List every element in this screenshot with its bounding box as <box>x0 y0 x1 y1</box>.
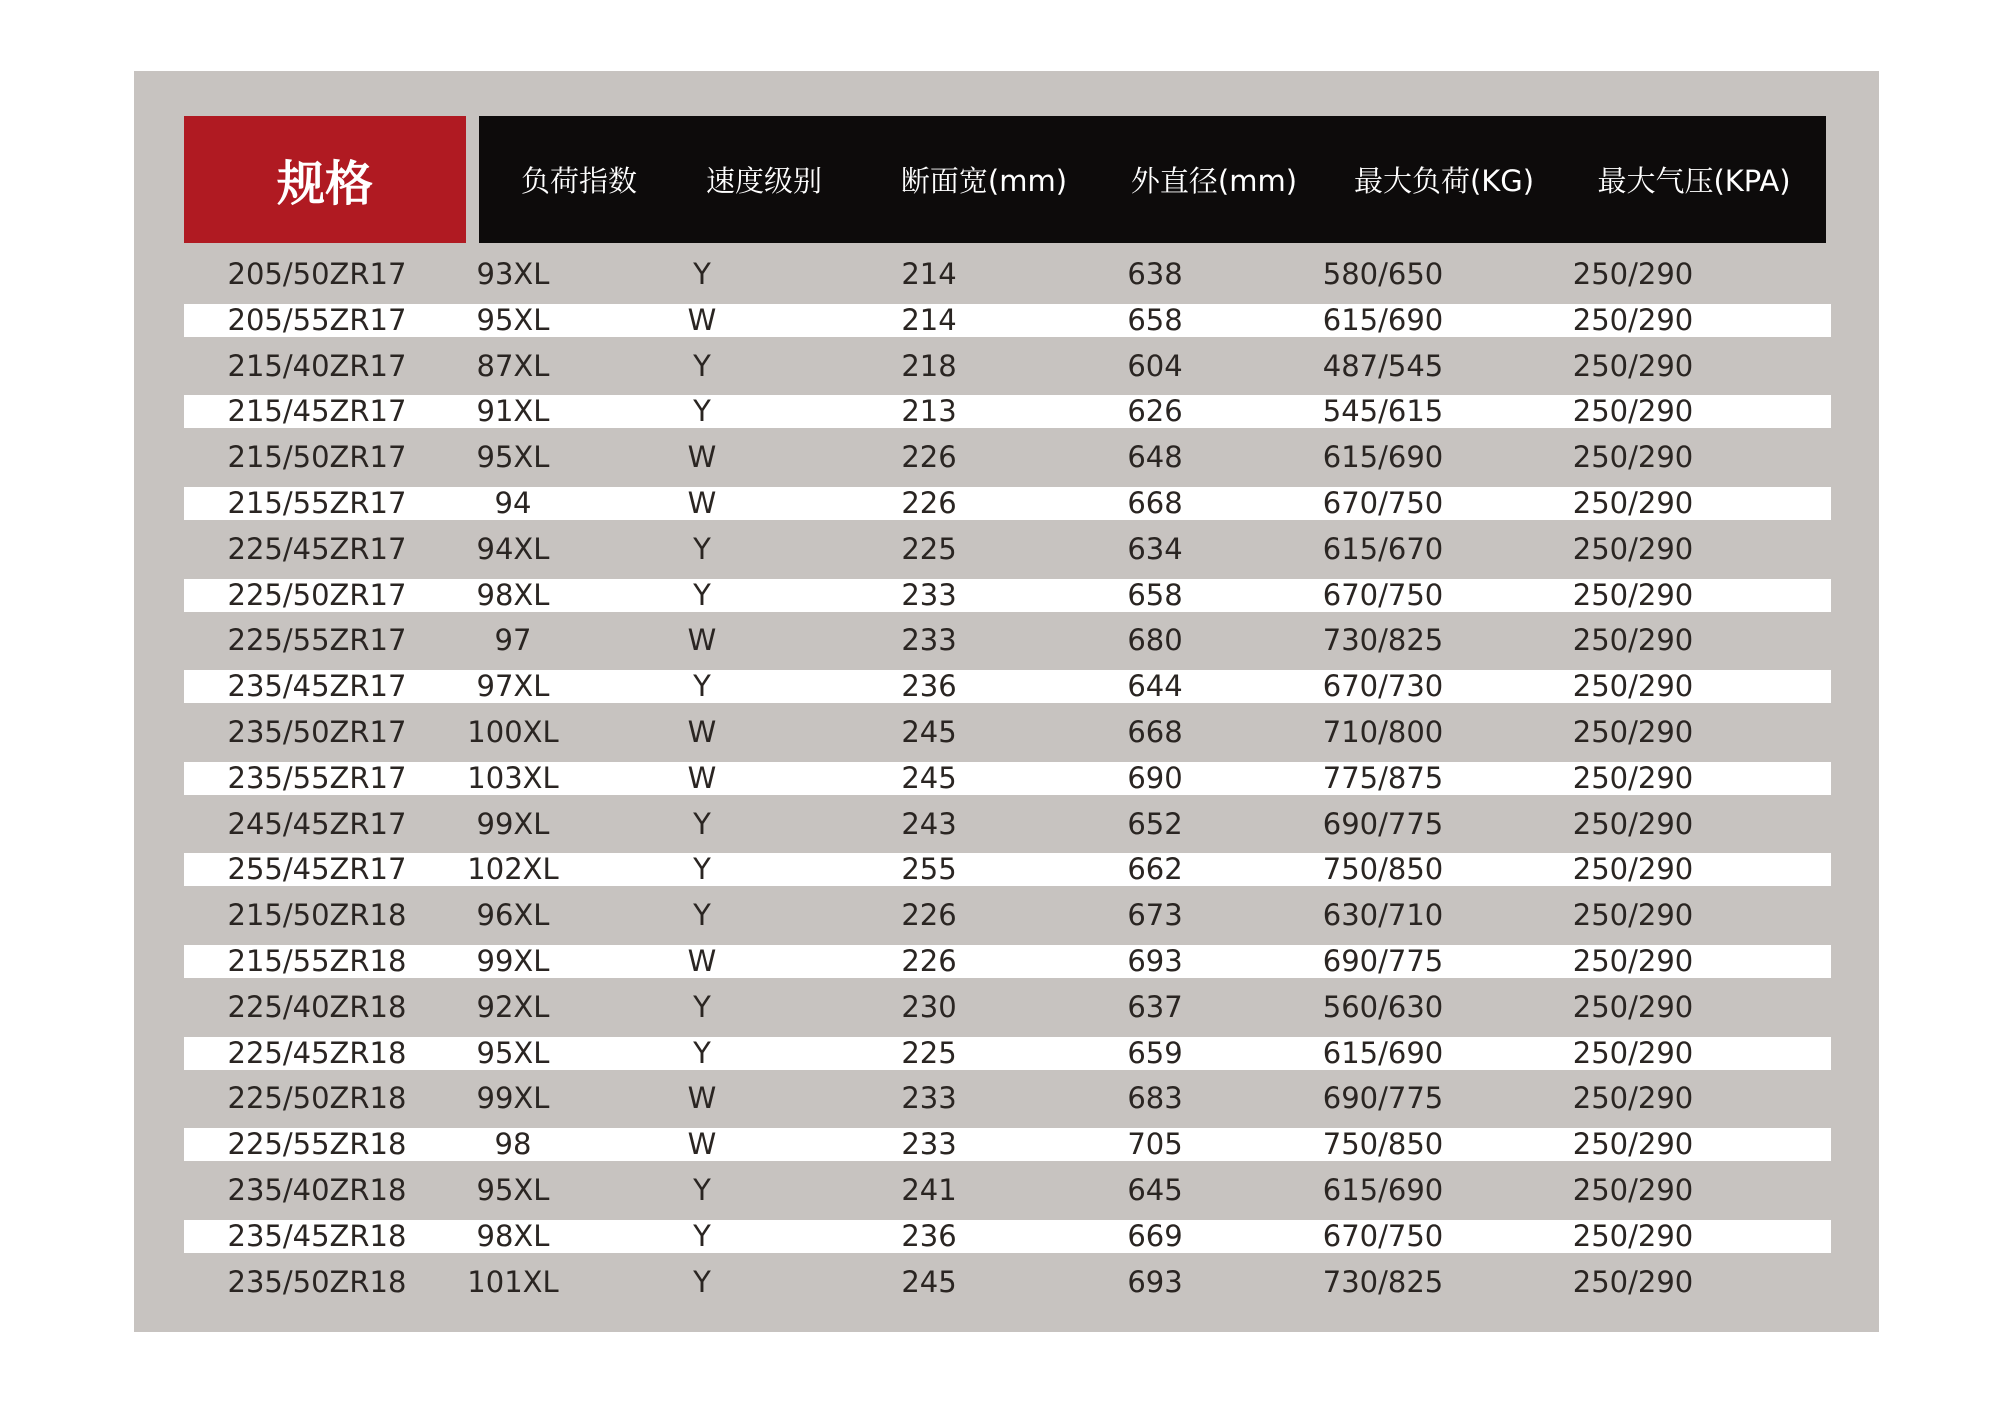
section-width-cell: 241 <box>901 1172 957 1207</box>
max-pressure-cell: 250/290 <box>1572 1035 1694 1070</box>
spec-cell: 225/55ZR17 <box>227 623 407 658</box>
speed-rating-cell: Y <box>693 577 711 612</box>
load-index-cell: 100XL <box>467 714 559 749</box>
outer-diameter-cell: 668 <box>1127 485 1183 520</box>
table-row <box>184 664 1831 710</box>
outer-diameter-cell: 693 <box>1127 943 1183 978</box>
max-pressure-cell: 250/290 <box>1572 1127 1694 1162</box>
table-row <box>184 344 1831 390</box>
max-load-cell: 615/690 <box>1322 1172 1444 1207</box>
speed-rating-cell: Y <box>693 898 711 933</box>
max-pressure-cell: 250/290 <box>1572 1218 1694 1253</box>
speed-rating-cell: W <box>687 440 717 475</box>
speed-rating-cell: Y <box>693 394 711 429</box>
outer-diameter-cell: 683 <box>1127 1081 1183 1116</box>
table-row <box>184 252 1831 298</box>
section-width-cell: 233 <box>901 1081 957 1116</box>
section-width-cell: 226 <box>901 943 957 978</box>
spec-cell: 215/50ZR18 <box>227 898 407 933</box>
load-index-cell: 93XL <box>476 257 550 291</box>
speed-rating-cell: Y <box>693 1172 711 1207</box>
section-width-cell: 213 <box>901 394 957 429</box>
table-row <box>184 802 1831 848</box>
section-width-cell: 214 <box>901 257 957 291</box>
max-load-cell: 690/775 <box>1322 806 1444 841</box>
outer-diameter-cell: 658 <box>1127 302 1183 337</box>
max-load-cell: 775/875 <box>1322 760 1444 795</box>
speed-rating-cell: Y <box>693 257 711 291</box>
speed-rating-cell: Y <box>693 852 711 887</box>
max-pressure-cell: 250/290 <box>1572 623 1694 658</box>
max-load-cell: 615/690 <box>1322 302 1444 337</box>
section-width-cell: 255 <box>901 852 957 887</box>
outer-diameter-cell: 644 <box>1127 669 1183 704</box>
speed-rating-cell: W <box>687 760 717 795</box>
max-load-cell: 670/730 <box>1322 669 1444 704</box>
outer-diameter-cell: 626 <box>1127 394 1183 429</box>
max-load-cell: 560/630 <box>1322 989 1444 1024</box>
spec-cell: 215/45ZR17 <box>227 394 407 429</box>
max-pressure-cell: 250/290 <box>1572 531 1694 566</box>
speed-rating-cell: W <box>687 1081 717 1116</box>
speed-rating-header: 速度级别 <box>705 164 822 198</box>
spec-cell: 235/50ZR18 <box>227 1264 407 1299</box>
outer-diameter-cell: 705 <box>1127 1127 1183 1162</box>
spec-cell: 235/45ZR18 <box>227 1218 407 1253</box>
load-index-cell: 101XL <box>467 1264 559 1299</box>
spec-cell: 225/45ZR18 <box>227 1035 407 1070</box>
spec-cell: 225/50ZR17 <box>227 577 407 612</box>
speed-rating-cell: W <box>687 485 717 520</box>
load-index-cell: 97 <box>494 623 532 658</box>
max-pressure-cell: 250/290 <box>1572 989 1694 1024</box>
speed-rating-cell: W <box>687 714 717 749</box>
spec-cell: 235/45ZR17 <box>227 669 407 704</box>
load-index-cell: 98 <box>494 1127 532 1162</box>
load-index-cell: 92XL <box>476 989 550 1024</box>
max-load-cell: 615/670 <box>1322 531 1444 566</box>
table-row <box>184 756 1831 802</box>
spec-cell: 245/45ZR17 <box>227 806 407 841</box>
spec-cell: 225/55ZR18 <box>227 1127 407 1162</box>
spec-cell: 225/40ZR18 <box>227 989 407 1024</box>
outer-diameter-cell: 638 <box>1127 257 1183 291</box>
max-load-cell: 730/825 <box>1322 1264 1444 1299</box>
table-row <box>184 939 1831 985</box>
load-index-cell: 103XL <box>467 760 559 795</box>
max-pressure-cell: 250/290 <box>1572 257 1694 291</box>
max-load-cell: 615/690 <box>1322 1035 1444 1070</box>
section-width-cell: 233 <box>901 623 957 658</box>
speed-rating-cell: W <box>687 623 717 658</box>
section-width-cell: 245 <box>901 1264 957 1299</box>
load-index-cell: 99XL <box>476 806 550 841</box>
load-index-cell: 98XL <box>476 577 550 612</box>
section-width-cell: 226 <box>901 898 957 933</box>
max-pressure-cell: 250/290 <box>1572 806 1694 841</box>
max-load-cell: 615/690 <box>1322 440 1444 475</box>
table-row <box>184 710 1831 756</box>
speed-rating-cell: W <box>687 302 717 337</box>
max-load-cell: 750/850 <box>1322 1127 1444 1162</box>
max-load-cell: 580/650 <box>1322 257 1444 291</box>
load-index-cell: 99XL <box>476 943 550 978</box>
section-width-cell: 226 <box>901 440 957 475</box>
max-load-cell: 730/825 <box>1322 623 1444 658</box>
outer-diameter-cell: 659 <box>1127 1035 1183 1070</box>
load-index-cell: 95XL <box>476 440 550 475</box>
max-pressure-header: 最大气压(KPA) <box>1597 164 1791 198</box>
max-pressure-cell: 250/290 <box>1572 348 1694 383</box>
spec-table-panel <box>134 71 1879 1332</box>
table-row <box>184 435 1831 481</box>
table-row <box>184 527 1831 573</box>
table-row <box>184 481 1831 527</box>
section-width-cell: 214 <box>901 302 957 337</box>
outer-diameter-cell: 645 <box>1127 1172 1183 1207</box>
load-index-cell: 99XL <box>476 1081 550 1116</box>
section-width-cell: 225 <box>901 531 957 566</box>
spec-cell: 235/40ZR18 <box>227 1172 407 1207</box>
spec-cell: 225/50ZR18 <box>227 1081 407 1116</box>
max-pressure-cell: 250/290 <box>1572 669 1694 704</box>
table-row <box>184 389 1831 435</box>
max-pressure-cell: 250/290 <box>1572 302 1694 337</box>
spec-cell: 235/50ZR17 <box>227 714 407 749</box>
max-load-cell: 690/775 <box>1322 1081 1444 1116</box>
spec-cell: 205/50ZR17 <box>227 257 407 291</box>
spec-cell: 215/55ZR17 <box>227 485 407 520</box>
max-pressure-cell: 250/290 <box>1572 852 1694 887</box>
speed-rating-cell: Y <box>693 1035 711 1070</box>
section-width-cell: 243 <box>901 806 957 841</box>
section-width-cell: 230 <box>901 989 957 1024</box>
max-load-cell: 690/775 <box>1322 943 1444 978</box>
max-pressure-cell: 250/290 <box>1572 485 1694 520</box>
load-index-cell: 95XL <box>476 1172 550 1207</box>
outer-diameter-cell: 680 <box>1127 623 1183 658</box>
spec-cell: 215/55ZR18 <box>227 943 407 978</box>
table-row <box>184 1260 1831 1306</box>
outer-diameter-cell: 658 <box>1127 577 1183 612</box>
speed-rating-cell: W <box>687 1127 717 1162</box>
spec-cell: 255/45ZR17 <box>227 852 407 887</box>
outer-diameter-header: 外直径(mm) <box>1130 164 1298 198</box>
max-pressure-cell: 250/290 <box>1572 1172 1694 1207</box>
load-index-cell: 87XL <box>476 348 550 383</box>
max-load-cell: 750/850 <box>1322 852 1444 887</box>
section-width-cell: 218 <box>901 348 957 383</box>
load-index-cell: 96XL <box>476 898 550 933</box>
outer-diameter-cell: 673 <box>1127 898 1183 933</box>
section-width-cell: 236 <box>901 1218 957 1253</box>
table-row <box>184 1168 1831 1214</box>
max-pressure-cell: 250/290 <box>1572 440 1694 475</box>
max-pressure-cell: 250/290 <box>1572 943 1694 978</box>
max-pressure-cell: 250/290 <box>1572 898 1694 933</box>
spec-cell: 205/55ZR17 <box>227 302 407 337</box>
speed-rating-cell: W <box>687 943 717 978</box>
max-pressure-cell: 250/290 <box>1572 577 1694 612</box>
speed-rating-cell: Y <box>693 989 711 1024</box>
table-row <box>184 298 1831 344</box>
load-index-cell: 95XL <box>476 302 550 337</box>
speed-rating-cell: Y <box>693 348 711 383</box>
speed-rating-cell: Y <box>693 531 711 566</box>
table-row <box>184 1214 1831 1260</box>
speed-rating-cell: Y <box>693 806 711 841</box>
table-row <box>184 847 1831 893</box>
table-row <box>184 1076 1831 1122</box>
outer-diameter-cell: 662 <box>1127 852 1183 887</box>
spec-cell: 225/45ZR17 <box>227 531 407 566</box>
load-index-cell: 95XL <box>476 1035 550 1070</box>
spec-cell: 235/55ZR17 <box>227 760 407 795</box>
section-width-cell: 245 <box>901 714 957 749</box>
spec-cell: 215/50ZR17 <box>227 440 407 475</box>
section-width-cell: 245 <box>901 760 957 795</box>
table-row <box>184 1031 1831 1077</box>
max-load-cell: 670/750 <box>1322 1218 1444 1253</box>
max-load-cell: 670/750 <box>1322 577 1444 612</box>
max-pressure-cell: 250/290 <box>1572 760 1694 795</box>
load-index-cell: 94 <box>494 485 532 520</box>
load-index-cell: 98XL <box>476 1218 550 1253</box>
max-load-cell: 670/750 <box>1322 485 1444 520</box>
max-load-cell: 487/545 <box>1322 348 1444 383</box>
outer-diameter-cell: 604 <box>1127 348 1183 383</box>
max-load-header: 最大负荷(KG) <box>1353 164 1535 198</box>
table-header-bar <box>479 116 1826 243</box>
spec-cell: 215/40ZR17 <box>227 348 407 383</box>
table-body <box>184 252 1831 1305</box>
outer-diameter-cell: 652 <box>1127 806 1183 841</box>
outer-diameter-cell: 637 <box>1127 989 1183 1024</box>
spec-column-header: 规格 <box>184 116 466 243</box>
table-row <box>184 618 1831 664</box>
outer-diameter-cell: 668 <box>1127 714 1183 749</box>
outer-diameter-cell: 634 <box>1127 531 1183 566</box>
outer-diameter-cell: 648 <box>1127 440 1183 475</box>
load-index-cell: 102XL <box>467 852 559 887</box>
section-width-cell: 233 <box>901 577 957 612</box>
outer-diameter-cell: 693 <box>1127 1264 1183 1299</box>
outer-diameter-cell: 690 <box>1127 760 1183 795</box>
section-width-cell: 225 <box>901 1035 957 1070</box>
load-index-cell: 94XL <box>476 531 550 566</box>
load-index-cell: 97XL <box>476 669 550 704</box>
max-load-cell: 630/710 <box>1322 898 1444 933</box>
speed-rating-cell: Y <box>693 1218 711 1253</box>
speed-rating-cell: Y <box>693 1264 711 1299</box>
max-pressure-cell: 250/290 <box>1572 1081 1694 1116</box>
section-width-cell: 233 <box>901 1127 957 1162</box>
outer-diameter-cell: 669 <box>1127 1218 1183 1253</box>
max-load-cell: 545/615 <box>1322 394 1444 429</box>
table-row <box>184 985 1831 1031</box>
section-width-cell: 236 <box>901 669 957 704</box>
table-row <box>184 573 1831 619</box>
max-pressure-cell: 250/290 <box>1572 714 1694 749</box>
speed-rating-cell: Y <box>693 669 711 704</box>
section-width-cell: 226 <box>901 485 957 520</box>
max-pressure-cell: 250/290 <box>1572 1264 1694 1299</box>
table-row <box>184 1122 1831 1168</box>
load-index-header: 负荷指数 <box>520 164 637 198</box>
table-row <box>184 893 1831 939</box>
section-width-header: 断面宽(mm) <box>900 164 1068 198</box>
load-index-cell: 91XL <box>476 394 550 429</box>
max-load-cell: 710/800 <box>1322 714 1444 749</box>
max-pressure-cell: 250/290 <box>1572 394 1694 429</box>
